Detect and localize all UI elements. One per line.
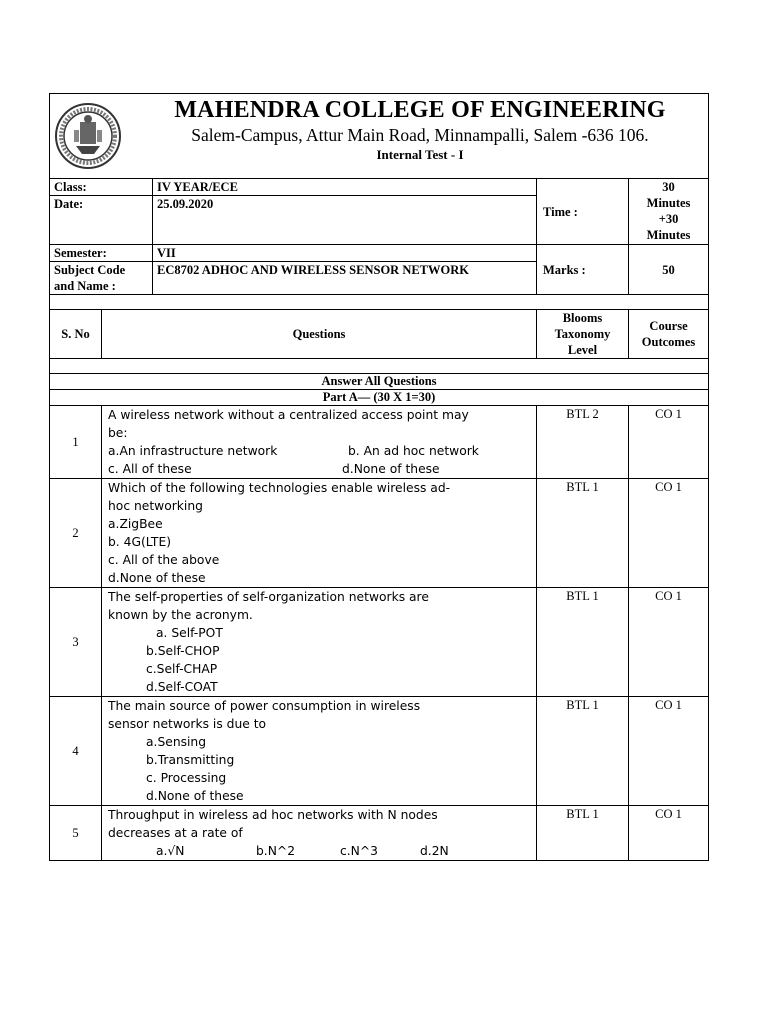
col-questions-header: Questions [102,310,537,359]
blooms-level: BTL 1 [537,806,629,861]
section-part: Part A— (30 X 1=30) [50,390,709,406]
course-outcome: CO 1 [629,697,709,806]
question-text: Which of the following technologies enable wireless ad- hoc networking a.ZigBee b. 4G(LTE) c. All of the above d.None of these [102,479,537,588]
college-title-block [150,96,690,164]
date-label: Date: [50,196,153,245]
col-outcomes-header: Course Outcomes [629,310,709,359]
question-number: 1 [50,406,102,479]
date-value: 25.09.2020 [153,196,537,245]
class-value: IV YEAR/ECE [153,179,537,196]
col-blooms-header: Blooms Taxonomy Level [537,310,629,359]
blooms-level: BTL 1 [537,588,629,697]
college-name: MAHENDRA COLLEGE OF ENGINEERING [174,97,666,123]
semester-label: Semester: [50,245,153,262]
question-number: 3 [50,588,102,697]
marks-label: Marks : [537,245,629,295]
marks-value: 50 [629,245,709,295]
table-row [50,406,709,479]
course-outcome: CO 1 [629,588,709,697]
table-row [50,588,709,697]
question-number: 4 [50,697,102,806]
blooms-level: BTL 1 [537,697,629,806]
time-label: Time : [537,179,629,245]
col-sno-header: S. No [50,310,102,359]
question-text: A wireless network without a centralized access point may be: a.An infrastructure network b. An ad hoc network c. All of these d.None of these [102,406,537,479]
question-number: 2 [50,479,102,588]
time-value: 30 Minutes +30 Minutes [629,179,709,245]
semester-value: VII [153,245,537,262]
course-outcome: CO 1 [629,406,709,479]
blooms-level: BTL 2 [537,406,629,479]
question-text: The self-properties of self-organization networks are known by the acronym. a. Self-POT b.Self-CHOP c.Self-CHAP d.Self-COAT [102,588,537,697]
subject-label: Subject Code and Name : [50,262,153,295]
college-address: Salem-Campus, Attur Main Road, Minnampalli, Salem -636 106. [191,125,649,145]
section-instruction: Answer All Questions [50,374,709,390]
exam-sheet [49,93,708,861]
question-number: 5 [50,806,102,861]
course-outcome: CO 1 [629,806,709,861]
table-row [50,697,709,806]
question-text: Throughput in wireless ad hoc networks with N nodes decreases at a rate of a.√N b.N^2 c.N^3 d.2N [102,806,537,861]
table-row [50,806,709,861]
subject-value: EC8702 ADHOC AND WIRELESS SENSOR NETWORK [153,262,537,295]
table-row [50,479,709,588]
course-outcome: CO 1 [629,479,709,588]
college-header [50,94,709,179]
blooms-level: BTL 1 [537,479,629,588]
header-table [49,93,709,861]
college-logo-icon [54,102,122,170]
class-label: Class: [50,179,153,196]
test-title: Internal Test - I [376,147,464,162]
question-text: The main source of power consumption in wireless sensor networks is due to a.Sensing b.Transmitting c. Processing d.None of these [102,697,537,806]
